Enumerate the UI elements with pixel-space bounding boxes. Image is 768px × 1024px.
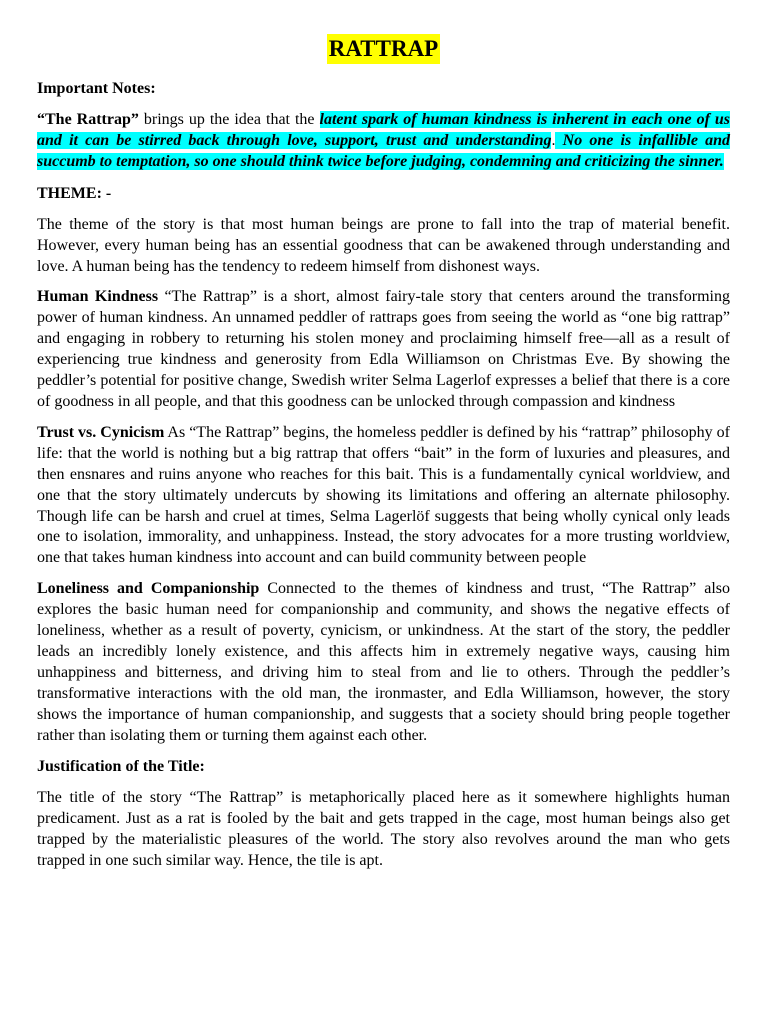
section-heading: Trust vs. Cynicism	[37, 423, 165, 441]
section-text: “The Rattrap” is a short, almost fairy-tale story that centers around the transforming power of human kindness. An unnamed peddler of rattraps goes from seeing the world as “one big rattrap” and engaging in robbery to returning his stolen money and proclaiming himself free—all as a result of experiencing true kindness and generosity from Edla Williamson on Christmas Eve. By showing the peddler’s potential for positive change, Swedish writer Selma Lagerlof expresses a belief that there is a core of goodness in all people, and that this goodness can be unlocked through compassion and kindness	[37, 288, 730, 410]
section-heading: Human Kindness	[37, 288, 159, 306]
section-text: Connected to the themes of kindness and trust, “The Rattrap” also explores the basic human need for companionship and community, and shows the negative effects of loneliness, whether as a result of poverty, cynicism, or unkindness. At the start of the story, the peddler leads an incredibly lonely existence, and this affects him in extremely negative ways, causing him unhappiness and bitterness, and driving him to steal from and lie to others. Through the peddler’s transformative interactions with the old man, the ironmaster, and Edla Williamson, however, the story shows the importance of human companionship, and suggests that a society should bring people together rather than isolating them or turning them against each other.	[37, 580, 730, 744]
intro-highlight-1: latent spark of human kindness is inherent in each one of us and it can be stirred back through love, support, trust and understanding	[37, 111, 731, 149]
document-page	[37, 34, 730, 882]
theme-paragraph: The theme of the story is that most human beings are prone to fall into the trap of material benefit. However, every human being has an essential goodness that can be awakened through understanding and love. A human being has the tendency to redeem himself from dishonest ways.	[37, 215, 730, 275]
notes-heading: Important Notes:	[37, 80, 156, 97]
intro-lead: “The Rattrap”	[37, 111, 139, 128]
intro-text: brings up the idea that the	[138, 111, 320, 128]
section-loneliness-companionship	[37, 579, 730, 746]
title-container	[37, 34, 730, 66]
justification-heading: Justification of the Title:	[37, 758, 205, 776]
intro-dot: .	[551, 131, 556, 149]
section-text: As “The Rattrap” begins, the homeless peddler is defined by his “rattrap” philosophy of life: that the world is nothing but a big rattrap that offers “bait” in the form of luxuries and pleasures, and then ensnares and ruins anyone who reaches for this bait. This is a fundamentally cynical worldview, and one that the story ultimately undercuts by showing its limitations and offering an alternate philosophy. Though life can be harsh and cruel at times, Selma Lagerlöf suggests that being wholly cynical only leads one to isolation, immorality, and unhappiness. Instead, the story advocates for a more trusting worldview, one that takes human kindness into account and can build community between people	[37, 423, 730, 567]
justification-paragraph: The title of the story “The Rattrap” is metaphorically placed here as it somewhere highlights human predicament. Just as a rat is fooled by the bait and gets trapped in the cage, most human beings also get trapped by the materialistic pleasures of the world. The story also revolves around the man who gets trapped in one such similar way. Hence, the tile is apt.	[37, 789, 730, 870]
intro-paragraph	[37, 110, 730, 173]
section-heading: Loneliness and Companionship	[37, 580, 260, 598]
theme-heading: THEME: -	[37, 184, 112, 202]
section-human-kindness	[37, 287, 730, 412]
section-trust-vs-cynicism	[37, 423, 730, 569]
page-title: RATTRAP	[327, 34, 440, 64]
intro-highlight-2: No one is infallible and succumb to temptation, so one should think twice before judging, condemning and criticizing the sinner.	[37, 131, 730, 170]
